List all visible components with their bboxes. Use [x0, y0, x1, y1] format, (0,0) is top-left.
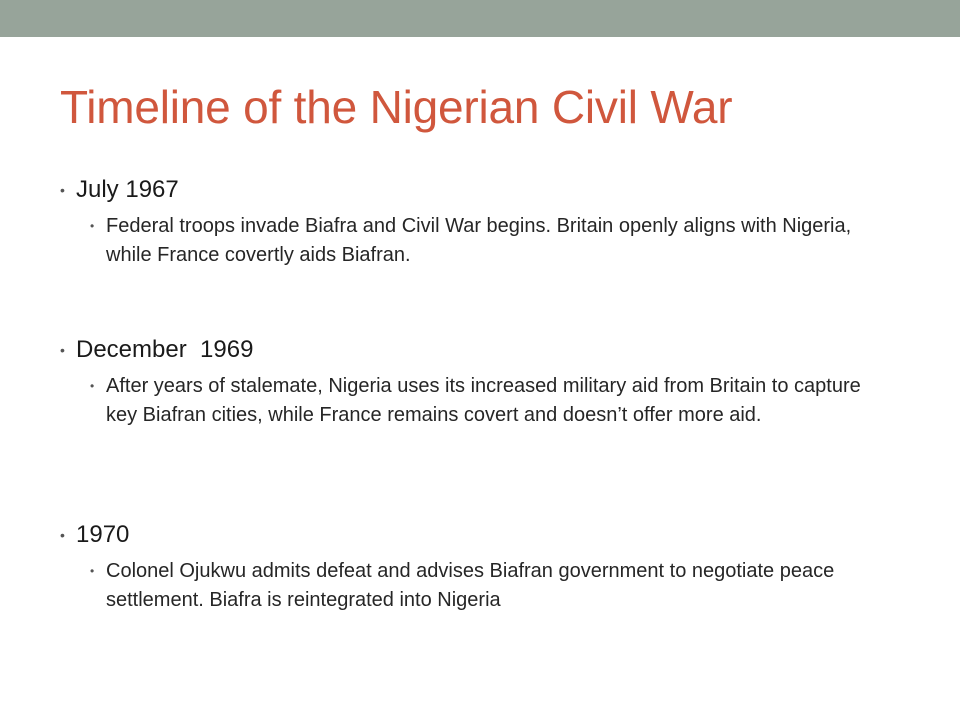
timeline-heading [60, 518, 896, 552]
bullet-icon: • [90, 219, 95, 233]
timeline-date: December 1969 [76, 336, 254, 363]
bullet-icon: • [60, 527, 65, 543]
timeline-detail [90, 212, 896, 270]
timeline-date: 1970 [76, 521, 130, 548]
timeline-date: July 1967 [76, 176, 179, 203]
bullet-icon: • [60, 342, 65, 358]
timeline-detail-text: Colonel Ojukwu admits defeat and advises Biafran government to negotiate peace settlement. Biafra is reintegrated into Nigeria [106, 560, 835, 611]
timeline-detail-text: After years of stalemate, Nigeria uses its increased military aid from Britain to capture key Biafran cities, while France remains covert and doesn’t offer more aid. [106, 375, 861, 426]
bullet-icon: • [90, 379, 95, 393]
timeline-entry [60, 173, 896, 270]
bullet-icon: • [60, 182, 65, 198]
timeline-entry [60, 518, 896, 615]
timeline-detail [90, 557, 896, 615]
timeline-entry [60, 333, 896, 430]
timeline-heading [60, 333, 896, 367]
timeline-heading [60, 173, 896, 207]
slide-title: Timeline of the Nigerian Civil War [60, 81, 733, 133]
timeline-detail [90, 372, 896, 430]
timeline-detail-text: Federal troops invade Biafra and Civil War begins. Britain openly aligns with Nigeria, while France covertly aids Biafran. [106, 215, 852, 266]
bullet-icon: • [90, 564, 95, 578]
top-accent-bar [0, 0, 960, 37]
